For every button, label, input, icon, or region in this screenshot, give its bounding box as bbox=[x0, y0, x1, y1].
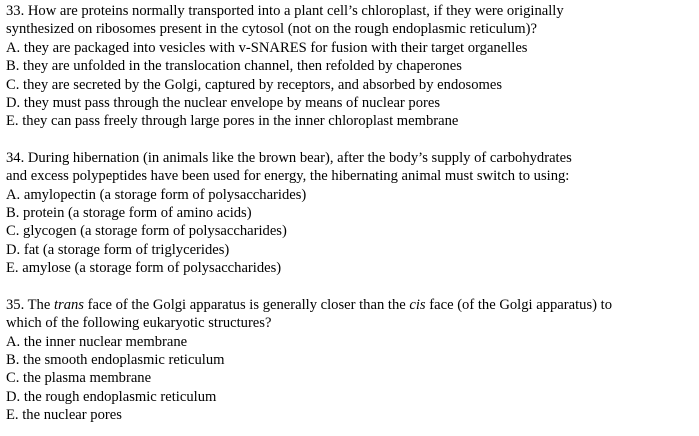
question-stem-line: 34. During hibernation (in animals like the brown bear), after the body’s supply of carbohydrates bbox=[6, 149, 572, 166]
answer-option-d: D. fat (a storage form of triglycerides) bbox=[6, 241, 230, 258]
question-34 bbox=[6, 149, 696, 278]
quiz-document bbox=[6, 2, 696, 425]
stem-text: face (of the Golgi apparatus) to bbox=[425, 296, 613, 313]
stem-italic-trans: trans bbox=[53, 296, 84, 313]
question-stem-line bbox=[6, 296, 696, 314]
question-35 bbox=[6, 296, 696, 425]
answer-option-b: B. they are unfolded in the translocation channel, then refolded by chaperones bbox=[6, 58, 462, 75]
question-stem-line: synthesized on ribosomes present in the cytosol (not on the rough endoplasmic reticulum)? bbox=[6, 21, 537, 38]
answer-option-e: E. amylose (a storage form of polysaccharides) bbox=[6, 260, 282, 277]
answer-option-b: B. protein (a storage form of amino acids) bbox=[6, 205, 252, 222]
answer-option-a: A. amylopectin (a storage form of polysaccharides) bbox=[6, 186, 307, 203]
answer-option-e: E. they can pass freely through large pores in the inner chloroplast membrane bbox=[6, 113, 459, 130]
stem-text: face of the Golgi apparatus is generally closer than the bbox=[83, 296, 410, 313]
stem-italic-cis: cis bbox=[409, 296, 426, 313]
question-stem-line: and excess polypeptides have been used for energy, the hibernating animal must switch to using: bbox=[6, 168, 570, 185]
question-stem-line: 33. How are proteins normally transported into a plant cell’s chloroplast, if they were originally bbox=[6, 3, 564, 19]
answer-option-e: E. the nuclear pores bbox=[6, 407, 122, 424]
answer-option-a: A. they are packaged into vesicles with v-SNARES for fusion with their target organelles bbox=[6, 39, 528, 56]
answer-option-b: B. the smooth endoplasmic reticulum bbox=[6, 351, 225, 368]
answer-option-c: C. the plasma membrane bbox=[6, 370, 152, 387]
answer-option-c: C. glycogen (a storage form of polysaccharides) bbox=[6, 223, 287, 240]
question-33 bbox=[6, 2, 696, 131]
answer-option-c: C. they are secreted by the Golgi, captured by receptors, and absorbed by endosomes bbox=[6, 76, 503, 93]
answer-option-a: A. the inner nuclear membrane bbox=[6, 333, 188, 350]
answer-option-d: D. they must pass through the nuclear envelope by means of nuclear pores bbox=[6, 95, 441, 112]
stem-text: 35. The bbox=[6, 296, 54, 313]
question-stem-line: which of the following eukaryotic structures? bbox=[6, 315, 272, 332]
answer-option-d: D. the rough endoplasmic reticulum bbox=[6, 388, 217, 405]
